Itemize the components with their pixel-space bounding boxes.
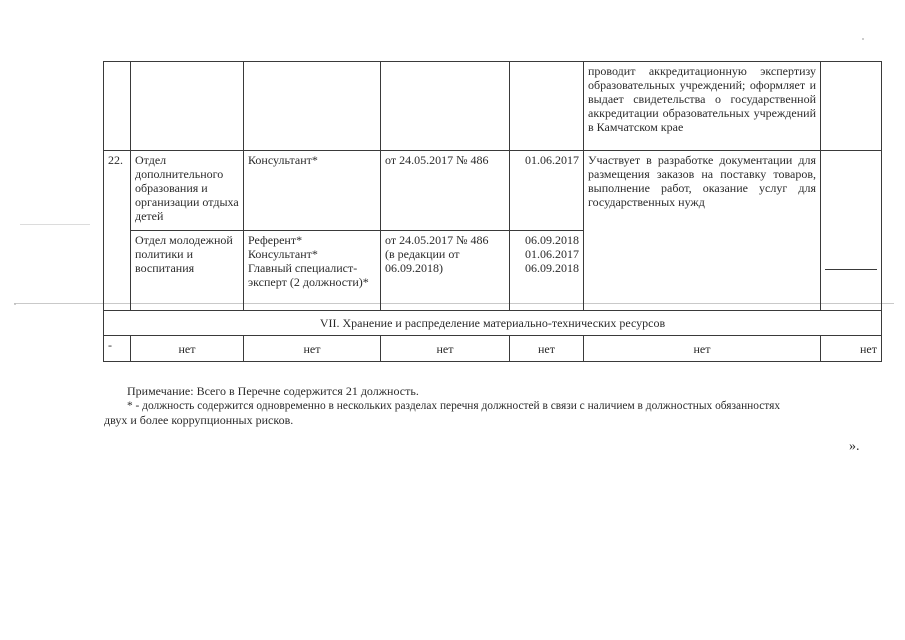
table-row [104, 62, 882, 151]
date-line: 01.06.2017 [525, 247, 579, 261]
cell-dept: Отдел молодежной политики и воспитания [131, 231, 244, 311]
section-title: VII. Хранение и распределение материально-технических ресурсов [104, 311, 882, 336]
cell-extra [821, 151, 882, 311]
cell-dept: нет [131, 336, 244, 362]
note-asterisk-line1: * - должность содержится одновременно в нескольких разделах перечня должностей в связи с наличием в должностных обязанностях [127, 400, 781, 412]
cell-function: нет [584, 336, 821, 362]
section-row [104, 311, 882, 336]
cell-dept: Отдел дополнительного образования и организации отдыха детей [131, 151, 244, 231]
date-line: 06.09.2018 [525, 233, 579, 247]
table-row [104, 151, 882, 231]
cell-extra: нет [821, 336, 882, 362]
scan-artifact-dot [14, 303, 16, 305]
cell-date [510, 62, 584, 151]
cell-date [510, 231, 584, 311]
cell-position [244, 231, 381, 311]
row-number: 22. [104, 151, 131, 311]
table-row [104, 336, 882, 362]
scan-artifact-dot [862, 38, 864, 40]
cell-order [381, 62, 510, 151]
cell-order [381, 231, 510, 311]
cell-position: Консультант* [244, 151, 381, 231]
scan-artifact-line [20, 224, 90, 225]
cell-order: от 24.05.2017 № 486 [381, 151, 510, 231]
position-line: Консультант* [248, 247, 318, 261]
cell-extra-upper [825, 153, 877, 270]
cell-date: нет [510, 336, 584, 362]
order-line: (в редакции от 06.09.2018) [385, 247, 460, 275]
cell-dept [131, 62, 244, 151]
position-line: Референт* [248, 233, 303, 247]
cell-order: нет [381, 336, 510, 362]
cell-num [104, 62, 131, 151]
cell-position [244, 62, 381, 151]
date-line: 06.09.2018 [525, 261, 579, 275]
note-total: Примечание: Всего в Перечне содержится 21 должность. [127, 384, 419, 398]
order-line: от 24.05.2017 № 486 [385, 233, 489, 247]
position-line: Главный специалист-эксперт (2 должности)* [248, 261, 369, 289]
cell-date: 01.06.2017 [510, 151, 584, 231]
positions-table [103, 61, 882, 362]
cell-position: нет [244, 336, 381, 362]
cell-function: проводит аккредитационную экспертизу образовательных учреждений; оформляет и выдает свидетельства о государственной аккредитации образовательных учреждений в Камчатском крае [584, 62, 821, 151]
cell-num: - [104, 336, 131, 362]
cell-extra [821, 62, 882, 151]
note-asterisk-line2: двух и более коррупционных рисков. [104, 413, 294, 427]
closing-quote: ». [849, 439, 860, 454]
cell-function: Участвует в разработке документации для размещения заказов на поставку товаров, выполнение работ, оказание услуг для государственных нужд [584, 151, 821, 311]
